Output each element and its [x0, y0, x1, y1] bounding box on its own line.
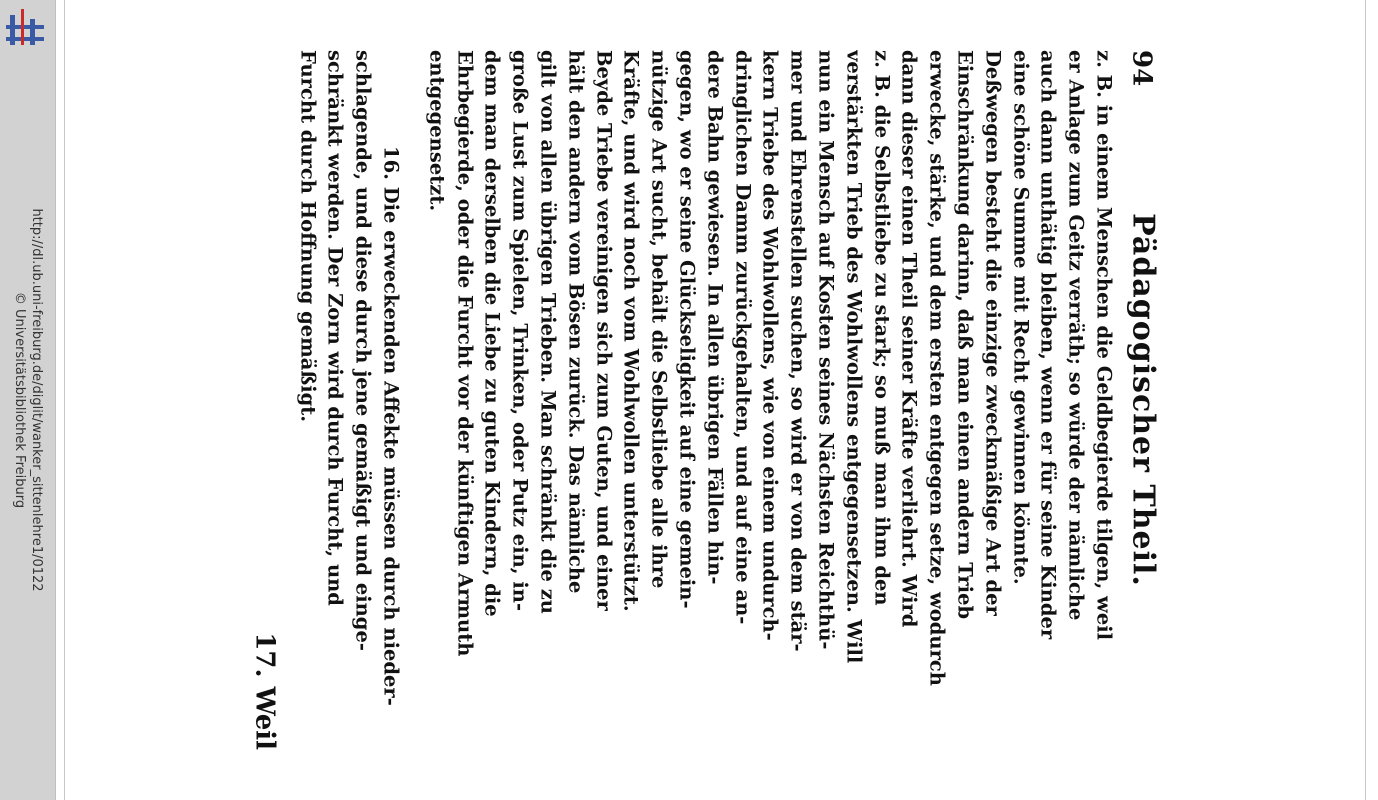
sidebar-url[interactable]: http://dl.ub.uni-freiburg.de/diglit/wanker_sittenlehre1/0122: [29, 208, 44, 592]
text-line: z. B. die Selbstliebe zu stark; so muß man ihm den: [870, 50, 894, 606]
text-line: Ehrbegierde, oder die Furcht vor der künftigen Armuth: [453, 50, 477, 657]
text-line: Beyde Triebe vereinigen sich zum Guten, und einer: [592, 50, 616, 611]
text-line: schränkt werden. Der Zorn wird durch Furcht, und: [324, 50, 348, 606]
text-line: gilt von allen übrigen Trieben. Man schränkt die zu: [536, 50, 560, 614]
page-text-block: [249, 50, 1160, 750]
page-edge-left: [64, 0, 65, 800]
text-line: entgegensetzt.: [425, 50, 449, 212]
text-line: auch dann unthätig bleiben, wenn er für seine Kinder: [1036, 50, 1060, 640]
running-title: Pädagogischer Theil.: [1125, 213, 1161, 587]
text-line: Deßwegen besteht die einzige zweckmäßige Art der: [981, 50, 1005, 616]
page-number: 94: [1126, 50, 1157, 87]
text-line: gegen, wo er seine Glückseligkeit auf eine gemein-: [675, 50, 699, 609]
text-line: dere Bahn gewiesen. In allen übrigen Fällen hin-: [703, 50, 727, 585]
text-line: nützige Art sucht, behält die Selbstliebe alle ihre: [647, 50, 671, 589]
catchword: 17. Weil: [249, 632, 280, 750]
text-line: kern Triebe des Wohlwollens, wie von einem undurch-: [758, 50, 782, 641]
page-edge-right: [1365, 0, 1366, 800]
text-line: hält den andern vom Bösen zurück. Das nämliche: [564, 50, 588, 594]
text-line: mer und Ehrenstellen suchen, so wird er von dem stär-: [786, 50, 810, 652]
running-head: [1126, 50, 1161, 750]
text-line: Kräfte, und wird noch vom Wohlwollen unterstützt.: [620, 50, 644, 612]
text-line: verstärkten Trieb des Wohlwollens entgegensetzen. Will: [842, 50, 866, 664]
text-line: 16. Die erweckenden Affekte müssen durch nieder-: [379, 146, 403, 706]
text-line: nun ein Mensch auf Kosten seines Nächsten Reichthü-: [814, 50, 838, 650]
scanned-page: [65, 0, 1365, 800]
text-line: große Lust zum Spielen, Trinken, oder Putz ein, in-: [508, 50, 532, 612]
text-line: Furcht durch Hoffnung gemäßigt.: [296, 50, 320, 423]
text-line: erwecke, stärke, und dem ersten entgegen setze, wodurch: [925, 50, 949, 686]
sidebar-caption: [11, 208, 45, 591]
text-line: er Anlage zum Geitz verräth; so würde der nämliche: [1064, 50, 1088, 621]
sidebar-copyright: © Universitätsbibliothek Freiburg: [12, 291, 27, 509]
text-line: Einschränkung darinn, daß man einen andern Trieb: [953, 50, 977, 620]
paragraph-16: [293, 50, 404, 750]
viewer-sidebar: [0, 0, 56, 800]
library-logo-icon[interactable]: [2, 5, 48, 51]
paragraph-15: [423, 50, 1118, 750]
text-line: eine schöne Summe mit Recht gewinnen könnte.: [1009, 50, 1033, 585]
text-line: z. B. in einem Menschen die Geldbegierde tilgen, weil: [1092, 50, 1116, 641]
text-line: dann dieser einen Theil seiner Kräfte verliehrt. Wird: [897, 50, 921, 628]
text-line: dem man derselben die Liebe zu guten Kindern, die: [481, 50, 505, 617]
text-line: schlagende, und diese durch jene gemäßigt und einge-: [351, 50, 375, 651]
text-line: dringlichen Damm zurückgehalten, und auf eine an-: [731, 50, 755, 625]
